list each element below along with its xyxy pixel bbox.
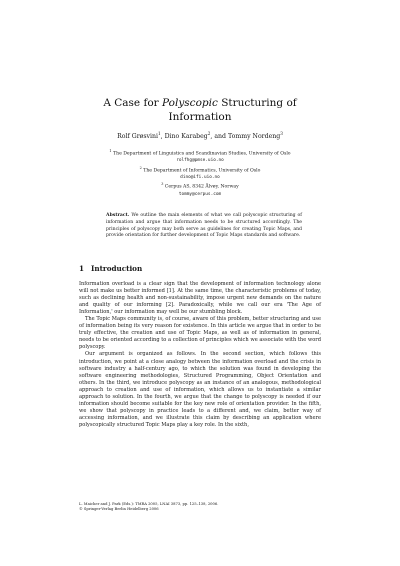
title-italic: Polyscopic [162,97,218,109]
abstract-text: We outline the main elements of what we call polyscopic structuring of information and argue that information needs to be structured accordingly. The principles of polyscopy may both serve as guidelines for creating Topic Maps, and provide orientation for further development of Topic Maps standards and software. [106,213,303,239]
title-prefix: A Case for [103,97,163,109]
author-2-affil-mark: 2 [207,131,211,136]
affiliation-2 [80,165,320,175]
affiliation-2-mark: 2 [139,165,142,170]
title-suffix: Structuring of [217,97,297,109]
author-list [60,130,340,141]
affiliation-3-text: Cerpus AS, 8342 Ålvøy, Norway [164,184,239,190]
section-title: Introduction [91,264,143,273]
footer-line-1: L. Maicher and J. Park (Eds.): TMRA 2005, LNAI 3873, pp. 125–138, 2006. [79,502,219,506]
abstract [106,213,302,240]
paragraph: Our argument is organized as follows. In the second section, which follows this introduction, we point at a close analogy between the information overload and the crisis in software industry a half-century ago, to which the solution was found in developing the software engineering methodologies, Structured Programming, Object Orientation and others. In the third, we introduce polyscopy as an instance of an analogous, methodological approach to creation and use of information, which allows us to instantiate a similar approach to solution. In the fourth, we argue that the change to polyscopy is needed if our information should become suitable for the key new role of orientation provider. In the fifth, we show that polyscopy in practice leads to a different and, we claim, better way of accessing information, and we illustrate this claim by describing an application where polyscopically structured Topic Maps play a key role. In the sixth, [79,351,321,428]
section-heading [79,264,142,273]
abstract-label: Abstract. [106,213,130,218]
author-1: Rolf Grøsvini [117,133,158,141]
affiliation-1-email[interactable]: rolfhg@pmse.uio.no [176,158,224,164]
paper-title [60,96,340,124]
affiliation-2-text: The Department of Informatics, University of Oslo [143,168,261,174]
affiliation-1-mark: 1 [109,149,112,153]
paragraph: The Topic Maps community is, of course, aware of this problem, better structuring and use of information being its very reason for existence. In this article we argue that in order to be truly effective, the creation and use of Topic Maps, as well as of information in general, needs to be oriented according to a collection of principles which we associate with the word polyscopy. [79,316,321,351]
section-number: 1 [79,264,85,273]
body-text [79,281,321,429]
affiliations [80,148,320,198]
author-1-affil-mark: 1 [157,131,161,136]
footer-line-2: © Springer-Verlag Berlin Heidelberg 2006 [79,507,159,511]
author-3-affil-mark: 3 [280,131,283,136]
author-2: , Dino Karabeg [160,133,208,141]
affiliation-1-text: The Department of Linguistics and Scandinavian Studies, University of Oslo [113,151,291,157]
paragraph: Information overload is a clear sign that the development of information technology alone will not make us better informed [1]. At the same time, the characteristic problems of today, such as declining health and non-sustainability, impose urgent new demands on the nature and quality of our informing [2]. Paradoxically, while we call our era 'The Age of Information,' our information may well be our stumbling block. [79,281,321,316]
author-3: , and Tommy Nordeng [210,133,281,141]
affiliation-1 [80,148,320,158]
title-line2: Information [168,111,232,123]
affiliation-3-email[interactable]: tommy@cerpus.com [178,191,222,197]
affiliation-2-email[interactable]: dino@ifi.uio.no [180,174,220,180]
affiliation-3 [80,181,320,191]
footer-citation [79,502,321,512]
affiliation-3-mark: 3 [161,182,164,187]
